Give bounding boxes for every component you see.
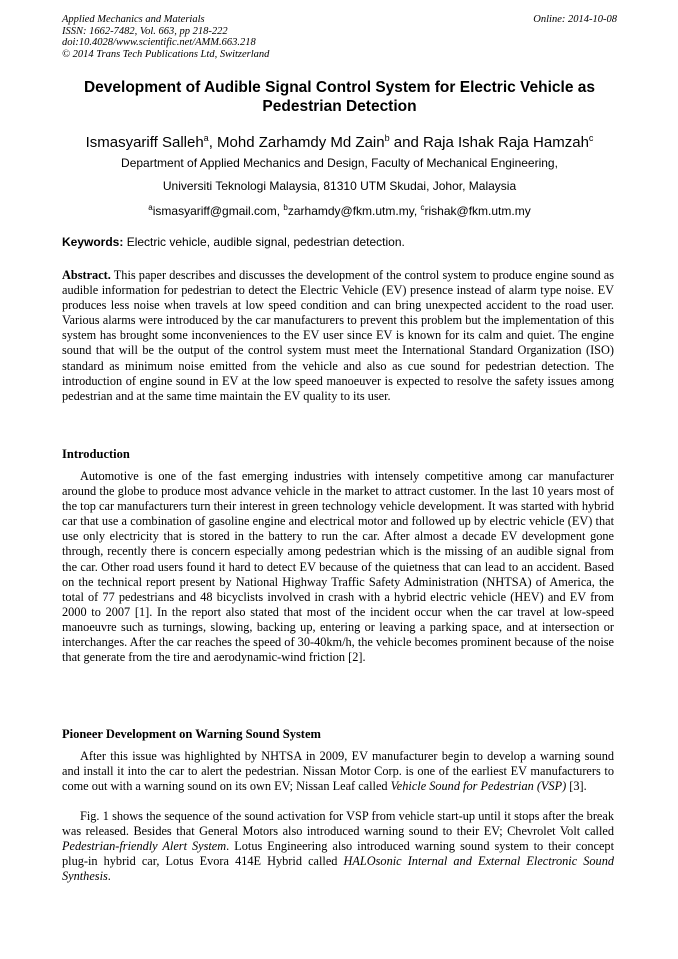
author-sup: c bbox=[588, 133, 594, 143]
journal-issn: ISSN: 1662-7482, Vol. 663, pp 218-222 bbox=[62, 25, 228, 37]
abstract bbox=[62, 268, 614, 404]
author-name: Mohd Zarhamdy Md Zain bbox=[217, 134, 385, 151]
pioneer-paragraph-1: After this issue was highlighted by NHTSA in 2009, EV manufacturer begin to develop a warning sound and install it into the car to alert the pedestrian. Nissan Motor Corp. is one of the earliest EV manufacturers to come out with a warning sound on its own EV; Nissan Leaf called Vehicle Sound for Pedestrian (VSP) [3]. bbox=[62, 749, 614, 794]
journal-header bbox=[62, 14, 617, 60]
journal-doi[interactable]: doi:10.4028/www.scientific.net/AMM.663.218 bbox=[62, 37, 256, 48]
keywords-text: Electric vehicle, audible signal, pedestrian detection. bbox=[123, 235, 405, 249]
abstract-label: Abstract. bbox=[62, 268, 111, 282]
keywords-label: Keywords: bbox=[62, 235, 124, 249]
author-emails: $^a$ismasyariff@gmail.com, $^b$zarhamdy@fkm.utm.my, $^c$rishak@fkm.utm.my bbox=[148, 203, 531, 218]
journal-name: Applied Mechanics and Materials bbox=[62, 14, 205, 25]
email-link[interactable]: zarhamdy@fkm.utm.my bbox=[287, 204, 414, 218]
pioneer-paragraph-2: Fig. 1 shows the sequence of the sound activation for VSP from vehicle start-up until it stops after the break was released. Besides that General Motors also introduced warning sound to their EV; Chevrolet Volt called Pedestrian-friendly Alert System. Lotus Engineering also introduced warning sound system to their concept plug-in hybrid car, Lotus Evora 414E Hybrid called HALOsonic Internal and External Electronic Sound Synthesis. bbox=[62, 809, 614, 884]
email-link[interactable]: rishak@fkm.utm.my bbox=[424, 204, 531, 218]
affiliation-line-2: Universiti Teknologi Malaysia, 81310 UTM Skudai, Johor, Malaysia bbox=[162, 179, 517, 193]
section-heading-pioneer: Pioneer Development on Warning Sound System bbox=[62, 727, 321, 741]
author-name: Raja Ishak Raja Hamzah bbox=[423, 134, 589, 151]
author-sup: a bbox=[203, 133, 209, 143]
author-name: Ismasyariff Salleh bbox=[85, 134, 204, 151]
affiliation-line-1: Department of Applied Mechanics and Design, Faculty of Mechanical Engineering, bbox=[121, 156, 558, 170]
paper-title: Development of Audible Signal Control System for Electric Vehicle as Pedestrian Detection bbox=[83, 79, 596, 115]
section-heading-introduction: Introduction bbox=[62, 447, 130, 461]
author-list: Ismasyariff Salleh$^a$, Mohd Zarhamdy Md Zain$^b$ and Raja Ishak Raja Hamzah$^c$ bbox=[85, 133, 594, 151]
journal-copyright: © 2014 Trans Tech Publications Ltd, Switzerland bbox=[62, 48, 270, 60]
email-link[interactable]: ismasyariff@gmail.com bbox=[152, 204, 277, 218]
introduction-paragraph: Automotive is one of the fast emerging industries with intensely competitive among car manufacturer around the globe to produce most advance vehicle in the market to attract customer. In the last 10 years most of the top car manufacturers turn their interest in green technology vehicle development. It was started with hybrid car that use a combination of gasoline engine and electrical motor and followed up by electric vehicle (EV) that use only electricity that is stored in the battery to run the car. After almost a decade EV development gone through, recently there is concern especially among pedestrian which is the missing of an audible signal from the car. Other road users found it hard to detect EV because of the quietness that can lead to an accident. Based on the technical report present by National Highway Traffic Safety Administration (NHTSA) of America, the total of 77 pedestrians and 48 bicyclists involved in crash with a hybrid electric vehicle (HEV) and EV from 2000 to 2007 [1]. In the report also stated that most of the incident occur when the car travel at low-speed manoeuvre such as turnings, slowing, backing up, entering or leaving a parking space, and at intersection or interchanges. After the car reaches the speed of 30-40km/h, the vehicle becomes prominent because of the noise that generate from the tire and aerodynamic-wind friction [2]. bbox=[62, 469, 614, 665]
author-sup: b bbox=[384, 133, 390, 143]
keywords bbox=[62, 235, 617, 249]
online-date: Online: 2014-10-08 bbox=[533, 14, 617, 25]
abstract-text: This paper describes and discusses the development of the control system to produce engine sound as audible information for pedestrian to detect the Electric Vehicle (EV) presence instead of alarm type noise. EV produces less noise when travels at low speed condition and can bring unexpected accident to the road user. Various alarms were introduced by the car manufacturers to prevent this problem but the implementation of this system has brought some inconveniences to the EV user since EV is known for its calm and quiet. The engine sound that will be the output of the control system must meet the International Standard Organization (ISO) standard as minimum noise emitted from the vehicle and also as cue sound for pedestrian detection. The introduction of engine sound in EV at the low speed manoeuver is expected to resolve the safety issues among pedestrian and at the same time maintain the EV quality to its user. bbox=[62, 268, 614, 403]
